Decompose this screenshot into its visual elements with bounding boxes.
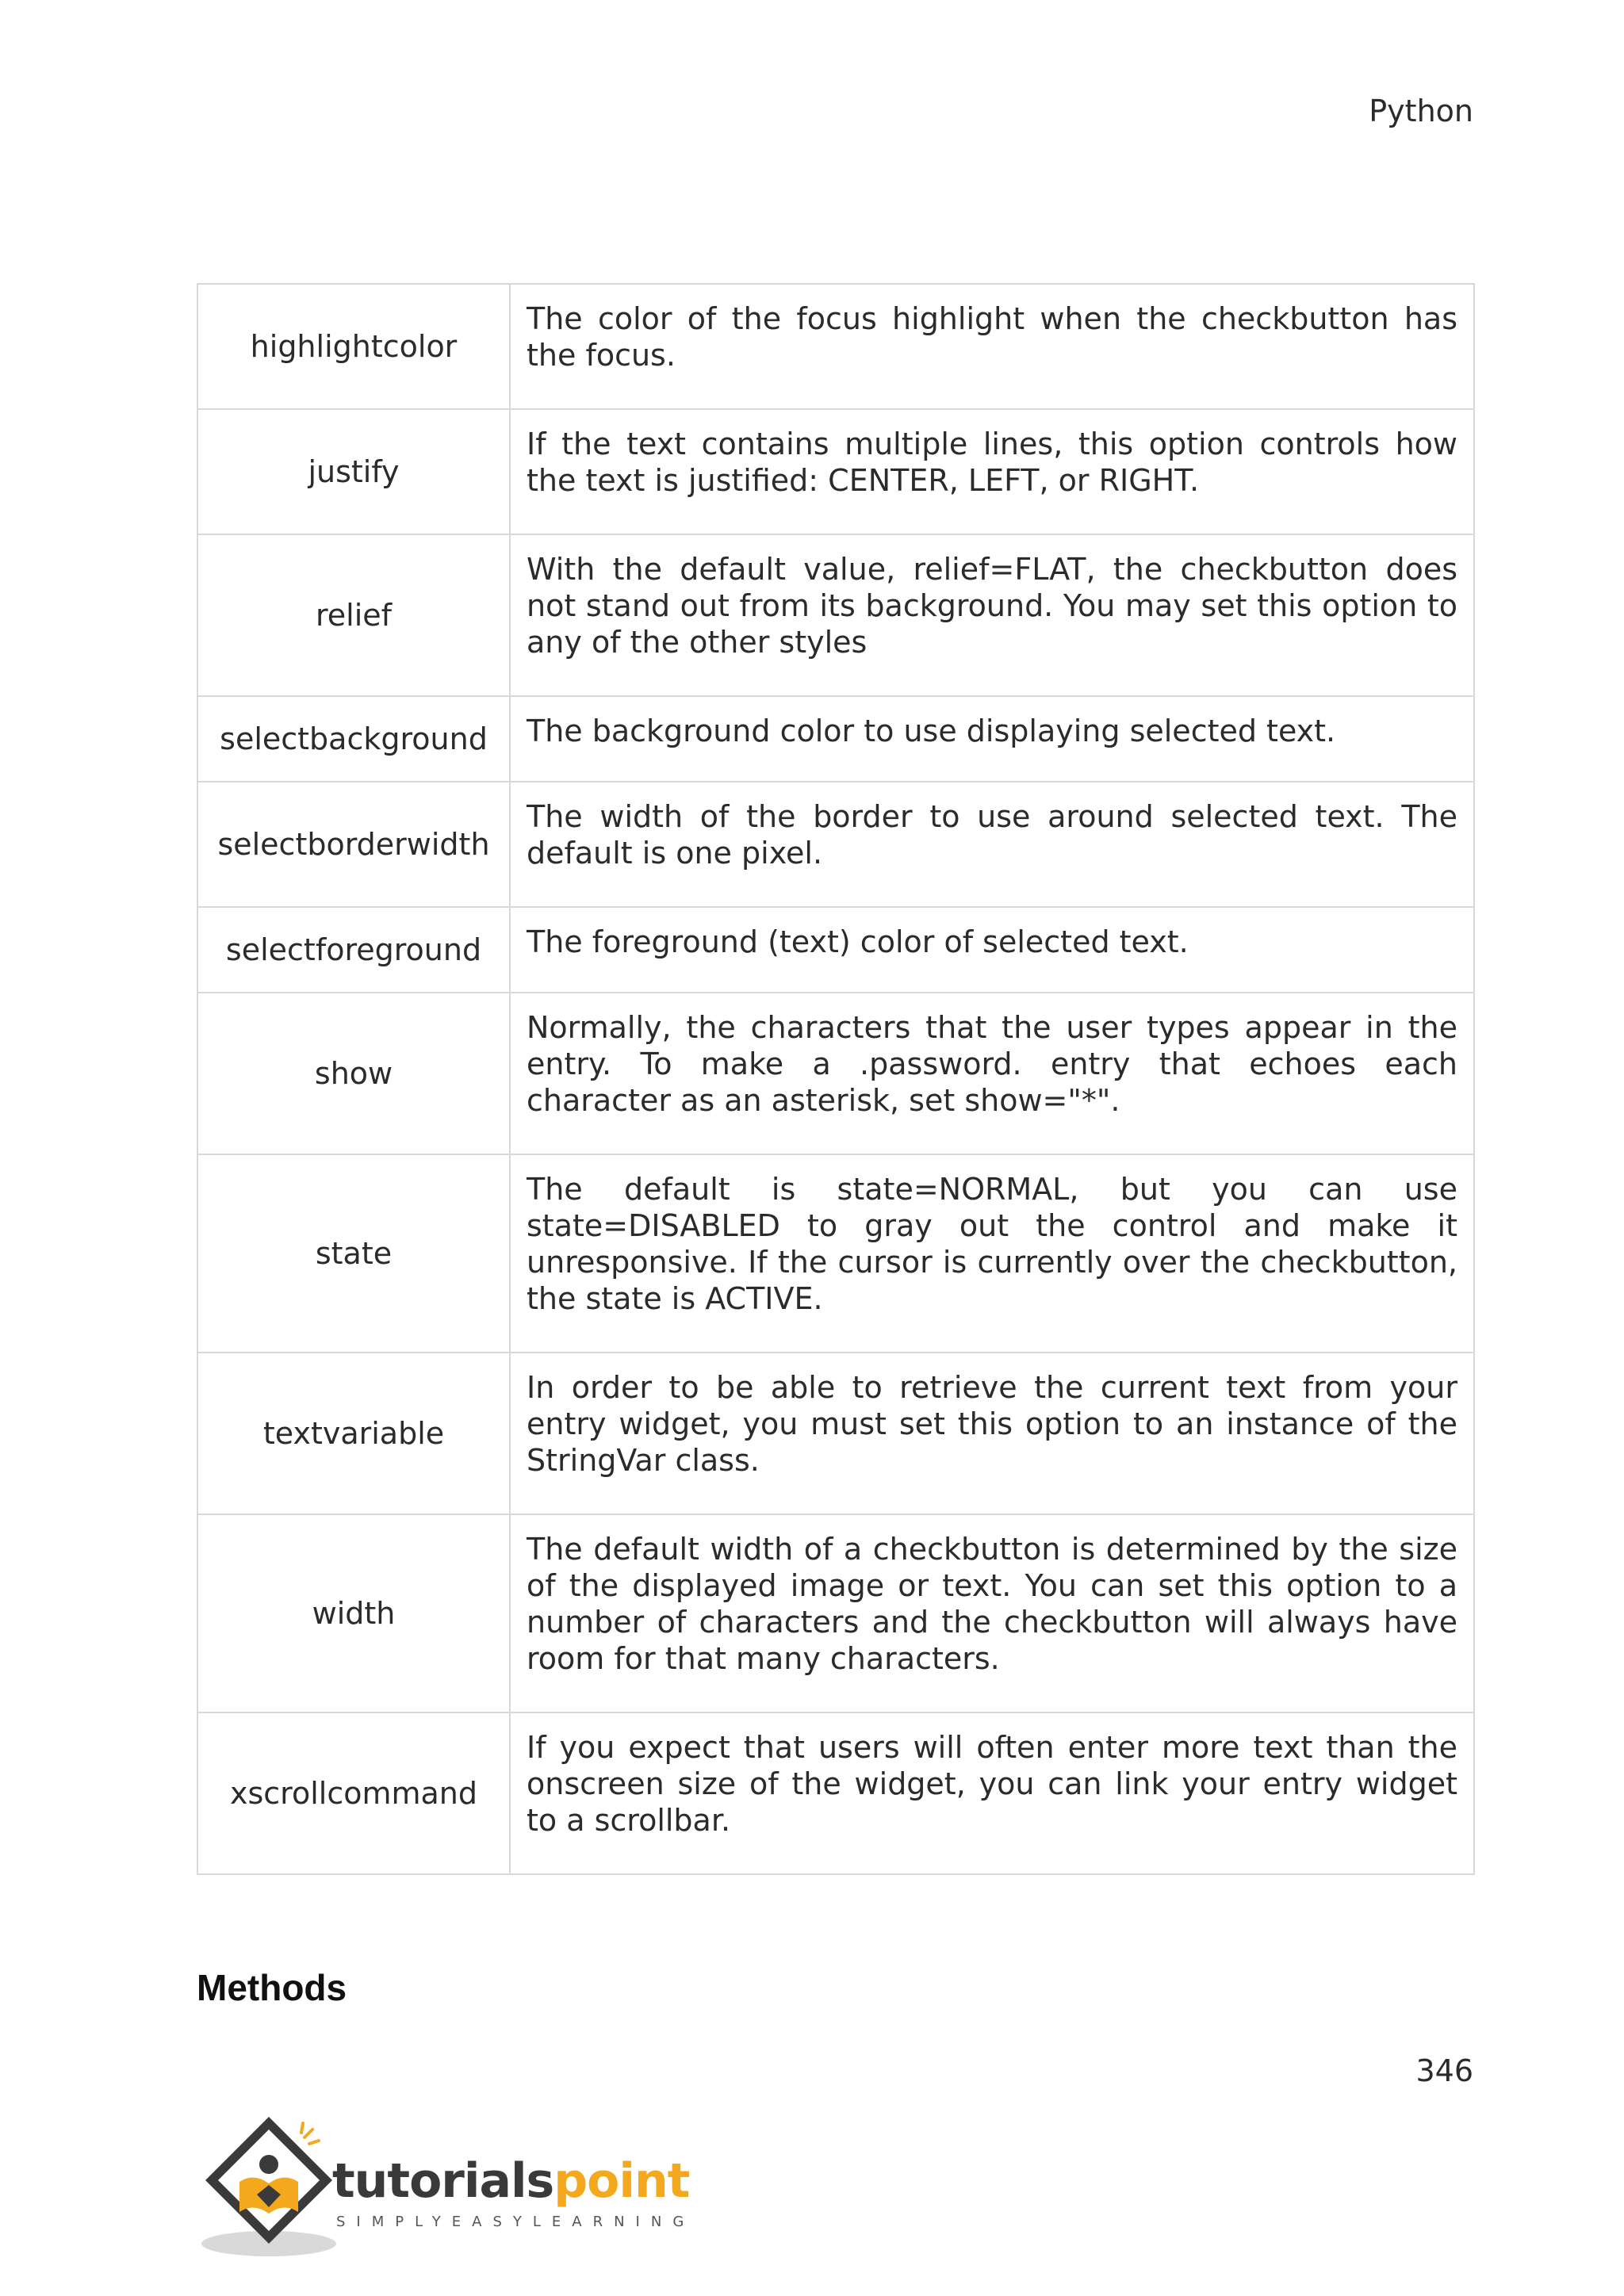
table-row [197, 1514, 1474, 1712]
logo-mark-icon [193, 2109, 344, 2260]
option-name: show [197, 993, 510, 1154]
logo-word-part1: tutorials [332, 2153, 554, 2209]
option-description: If you expect that users will often enter more text than the onscreen size of the widget, you can link your entry widget to a scrollbar. [510, 1712, 1474, 1874]
table-row [197, 993, 1474, 1154]
option-description: The foreground (text) color of selected text. [510, 907, 1474, 993]
running-header: Python [1369, 94, 1473, 128]
option-name: textvariable [197, 1353, 510, 1514]
page-number: 346 [1415, 2053, 1473, 2088]
option-name: selectbackground [197, 696, 510, 782]
table-row [197, 907, 1474, 993]
option-name: selectborderwidth [197, 782, 510, 907]
option-description: If the text contains multiple lines, this option controls how the text is justified: CENTER, LEFT, or RIGHT. [510, 409, 1474, 534]
option-description: The background color to use displaying selected text. [510, 696, 1474, 782]
logo-wordmark [332, 2153, 689, 2209]
table-row [197, 1712, 1474, 1874]
table-row [197, 284, 1474, 409]
option-description: The default is state=NORMAL, but you can use state=DISABLED to gray out the control and make it unresponsive. If the cursor is currently over the checkbutton, the state is ACTIVE. [510, 1154, 1474, 1353]
table-row [197, 782, 1474, 907]
option-description: With the default value, relief=FLAT, the checkbutton does not stand out from its background. You may set this option to any of the other styles [510, 534, 1474, 696]
option-description: In order to be able to retrieve the current text from your entry widget, you must set this option to an instance of the StringVar class. [510, 1353, 1474, 1514]
options-table [197, 283, 1475, 1875]
option-name: width [197, 1514, 510, 1712]
option-description: Normally, the characters that the user types appear in the entry. To make a .password. entry that echoes each character as an asterisk, set show="*". [510, 993, 1474, 1154]
table-row [197, 409, 1474, 534]
option-name: justify [197, 409, 510, 534]
option-description: The width of the border to use around selected text. The default is one pixel. [510, 782, 1474, 907]
table-row [197, 1353, 1474, 1514]
option-name: selectforeground [197, 907, 510, 993]
table-row [197, 696, 1474, 782]
logo-tagline: SIMPLYEASYLEARNING [336, 2214, 695, 2230]
option-description: The color of the focus highlight when the checkbutton has the focus. [510, 284, 1474, 409]
section-heading: Methods [197, 1967, 347, 2008]
option-name: xscrollcommand [197, 1712, 510, 1874]
option-name: state [197, 1154, 510, 1353]
tutorialspoint-logo [193, 2109, 701, 2260]
option-name: highlightcolor [197, 284, 510, 409]
logo-word-part2: point [553, 2153, 690, 2209]
option-name: relief [197, 534, 510, 696]
table-row [197, 1154, 1474, 1353]
option-description: The default width of a checkbutton is determined by the size of the displayed image or text. You can set this option to a number of characters and the checkbutton will always have room for that many characters. [510, 1514, 1474, 1712]
table-row [197, 534, 1474, 696]
